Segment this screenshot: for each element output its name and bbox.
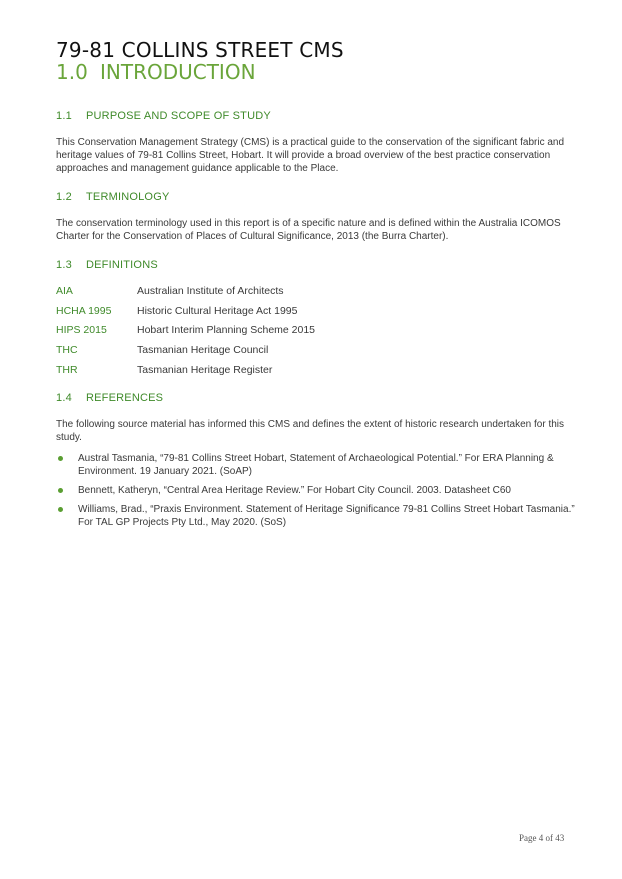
page-number: Page 4 of 43	[519, 833, 565, 843]
definition-description: Tasmanian Heritage Register	[137, 364, 273, 376]
section-number: 1.2	[56, 191, 72, 203]
reference-text: Williams, Brad., “Praxis Environment. Statement of Heritage Significance 79-81 Collins Street Hobart Tasmania.” For TAL GP Projects Pty Ltd., May 2020. (SoS)	[78, 504, 575, 528]
section-body-purpose: This Conservation Management Strategy (CMS) is a practical guide to the conservation of the significant fabric and heritage values of 79-81 Collins Street, Hobart. It will provide a broad overview of the best practice conservation approaches and management guidance applicable to the Place.	[56, 137, 565, 174]
bullet-icon	[58, 456, 63, 461]
list-item	[56, 503, 576, 529]
section-body-terminology: The conservation terminology used in this report is of a specific nature and is defined within the Australia ICOMOS Charter for the Conservation of Places of Cultural Significance, 2013 (the Burra Charter).	[56, 218, 561, 242]
section-heading-references	[56, 392, 163, 404]
definition-description: Tasmanian Heritage Council	[137, 344, 269, 356]
definition-description: Historic Cultural Heritage Act 1995	[137, 305, 298, 317]
section-title: PURPOSE AND SCOPE OF STUDY	[86, 110, 271, 122]
reference-text: Bennett, Katheryn, “Central Area Heritage Review.” For Hobart City Council. 2003. Datasheet C60	[78, 485, 511, 496]
list-item	[56, 452, 576, 478]
chapter-title	[56, 60, 256, 84]
definition-description: Hobart Interim Planning Scheme 2015	[137, 324, 316, 336]
section-number: 1.3	[56, 259, 72, 271]
document-title: 79-81 COLLINS STREET CMS	[56, 38, 344, 62]
section-title: TERMINOLOGY	[86, 191, 170, 203]
list-item	[56, 484, 576, 497]
section-heading-purpose	[56, 110, 271, 122]
section-title: DEFINITIONS	[86, 259, 158, 271]
reference-text: Austral Tasmania, “79-81 Collins Street Hobart, Statement of Archaeological Potential.” For ERA Planning & Environment. 19 January 2021. (SoAP)	[78, 453, 554, 477]
definition-term: HIPS 2015	[56, 324, 107, 336]
definition-term: AIA	[56, 285, 73, 297]
bullet-icon	[58, 507, 63, 512]
section-heading-terminology	[56, 191, 170, 203]
bullet-icon	[58, 488, 63, 493]
section-heading-definitions	[56, 259, 158, 271]
definition-term: THR	[56, 364, 78, 376]
section-title: REFERENCES	[86, 392, 164, 404]
references-list	[56, 452, 576, 535]
section-body-references: The following source material has informed this CMS and defines the extent of historic research undertaken for this study.	[56, 419, 565, 443]
definition-term: THC	[56, 344, 78, 356]
section-number: 1.4	[56, 392, 72, 404]
chapter-name: INTRODUCTION	[100, 60, 256, 84]
definition-term: HCHA 1995	[56, 305, 112, 317]
chapter-number: 1.0	[56, 60, 88, 84]
section-number: 1.1	[56, 110, 72, 122]
definition-description: Australian Institute of Architects	[137, 285, 284, 297]
